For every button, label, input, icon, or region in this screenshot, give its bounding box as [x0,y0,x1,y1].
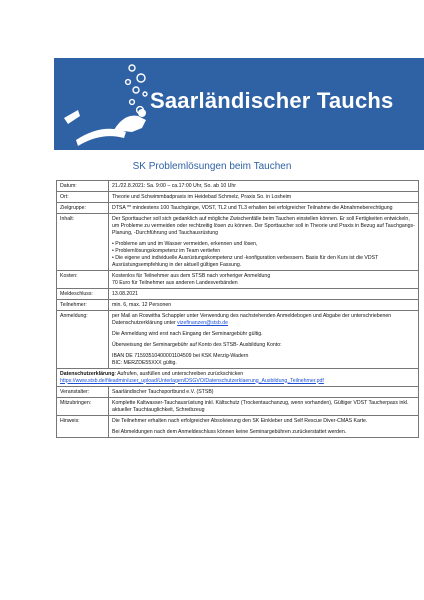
label-hinweis: Hinweis: [57,416,109,438]
value-zielgruppe: DTSA ** mindestens 100 Tauchgänge, VDST, TL2 und TL3 erhalten bei erfolgreicher Teilnahme die Abnahmeberechtigung [109,203,419,214]
kosten-line-2: 70 Euro für Teilnehmer aus anderen Landesverbänden [112,279,238,286]
inhalt-bullet-3: • Die eigene und individuelle Ausrüstungskompetenz und -konfiguration verbessern. Basis für den Kurs ist die VDST Ausrüstungsempfehlung in der aktuell gültigen Fassung. [112,254,379,268]
value-inhalt [109,214,419,271]
info-table [56,180,419,438]
anmeldung-transfer: Überweisung der Seminargebühr auf Konto des STSB- Ausbildung Konto: [112,341,282,348]
inhalt-bullet-2: • Problemlösungskompetenz im Team vertiefen [112,247,221,254]
row-inhalt [57,214,419,271]
page-title: SK Problemlösungen beim Tauchen [132,161,292,172]
row-kosten [57,271,419,289]
row-zielgruppe [57,203,419,214]
value-teilnehmer: min. 6, max. 12 Personen [109,300,419,311]
hinweis-paragraph-2: Bei Abmeldungen nach dem Anmeldeschluss können keine Seminargebühren zurückerstattet werden. [112,428,347,435]
row-datum [57,181,419,192]
label-veranstalter: Veranstalter: [57,387,109,398]
value-datenschutz [57,369,419,387]
value-anmeldung [109,311,419,369]
label-anmeldung: Anmeldung: [57,311,109,369]
label-zielgruppe: Zielgruppe: [57,203,109,214]
row-anmeldung [57,311,419,369]
row-meldeschluss [57,289,419,300]
bic-line: BIC: MERZDE55XXX gültig. [112,359,177,366]
label-teilnehmer: Teilnehmer: [57,300,109,311]
row-mitzubringen [57,398,419,416]
kosten-line-1: Kostenlos für Teilnehmer aus dem STSB nach vorheriger Anmeldung [112,272,271,279]
label-ort: Ort: [57,192,109,203]
datenschutz-text: : Aufrufen, ausfüllen und unterschreiben zurückschicken [114,370,244,377]
value-meldeschluss: 13.08.2021 [109,289,419,300]
label-mitzubringen: Mitzubringen: [57,398,109,416]
value-veranstalter: Saarländischer Tauchsportbund e.V. (STSB) [109,387,419,398]
label-datum: Datum: [57,181,109,192]
value-mitzubringen: Komplette Kaltwasser-Tauchausrüstung inkl. Kältschutz (Trockentauchanzug, wenn vorhanden), Gültiger VDST Taucherpass inkl. aktueller Tauchtauglichkeit, Schreibzeug [109,398,419,416]
anmeldung-paragraph [112,313,415,327]
datenschutz-url-link[interactable]: https://www.stsb.de/fileadmin/user_upload/Unterlagen/DSGVO/Datenschutzerklaerung_Ausbildung_Teilnehmer.pdf [60,377,324,384]
row-veranstalter [57,387,419,398]
value-hinweis [109,416,419,438]
inhalt-bullet-1: • Probleme am und im Wasser vermeiden, erkennen und lösen, [112,240,258,247]
anmeldung-text: per Mail an Roswitha Schappler unter Verwendung des nachstehenden Anmeldebogen und Abgabe der unterschriebenen Datenschutzerklärung unter [112,312,392,326]
label-inhalt: Inhalt: [57,214,109,271]
value-ort: Theorie und Schwimmbadpraxis im Heidebad Schmelz, Praxis So. in Losheim [109,192,419,203]
iban-line: IBAN DE 71593510400001104509 bei KSK Merzig-Wadern [112,352,249,359]
anmeldung-validity: Die Anmeldung wird erst nach Eingang der Seminargebühr gültig. [112,330,263,337]
label-meldeschluss: Meldeschluss: [57,289,109,300]
value-datum: 21./22.8.2021: Sa. 9:00 – ca.17:00 Uhr, So. ab 10 Uhr [109,181,419,192]
diver-bubbles-icon [54,58,154,150]
datenschutz-label: Datenschutzerklärung [60,370,115,377]
inhalt-paragraph: Der Sporttaucher soll sich gedanklich auf mögliche Zwischenfälle beim Tauchen einstellen können. Er soll Fertigkeiten entwickeln, um Probleme zu vermeiden oder rechtzeitig lösen zu können. Der Sporttaucher soll in Theorie und Praxis in Bezug auf Tauchgangs-Planung, -Durchführung und Tauchausrüstung [112,215,415,236]
email-link[interactable]: vizefinanzen@stsb.de [177,319,229,326]
value-kosten [109,271,419,289]
row-teilnehmer [57,300,419,311]
row-ort [57,192,419,203]
row-hinweis [57,416,419,438]
row-datenschutz [57,369,419,387]
banner-title: Saarländischer Tauchs [150,88,394,113]
hinweis-paragraph-1: Die Teilnehmer erhalten nach erfolgreicher Absolvierung den SK Einkleber und Self Rescue Diver-CMAS Karte. [112,417,368,424]
label-kosten: Kosten: [57,271,109,289]
header-banner [54,58,424,150]
datenschutz-heading [60,371,415,378]
